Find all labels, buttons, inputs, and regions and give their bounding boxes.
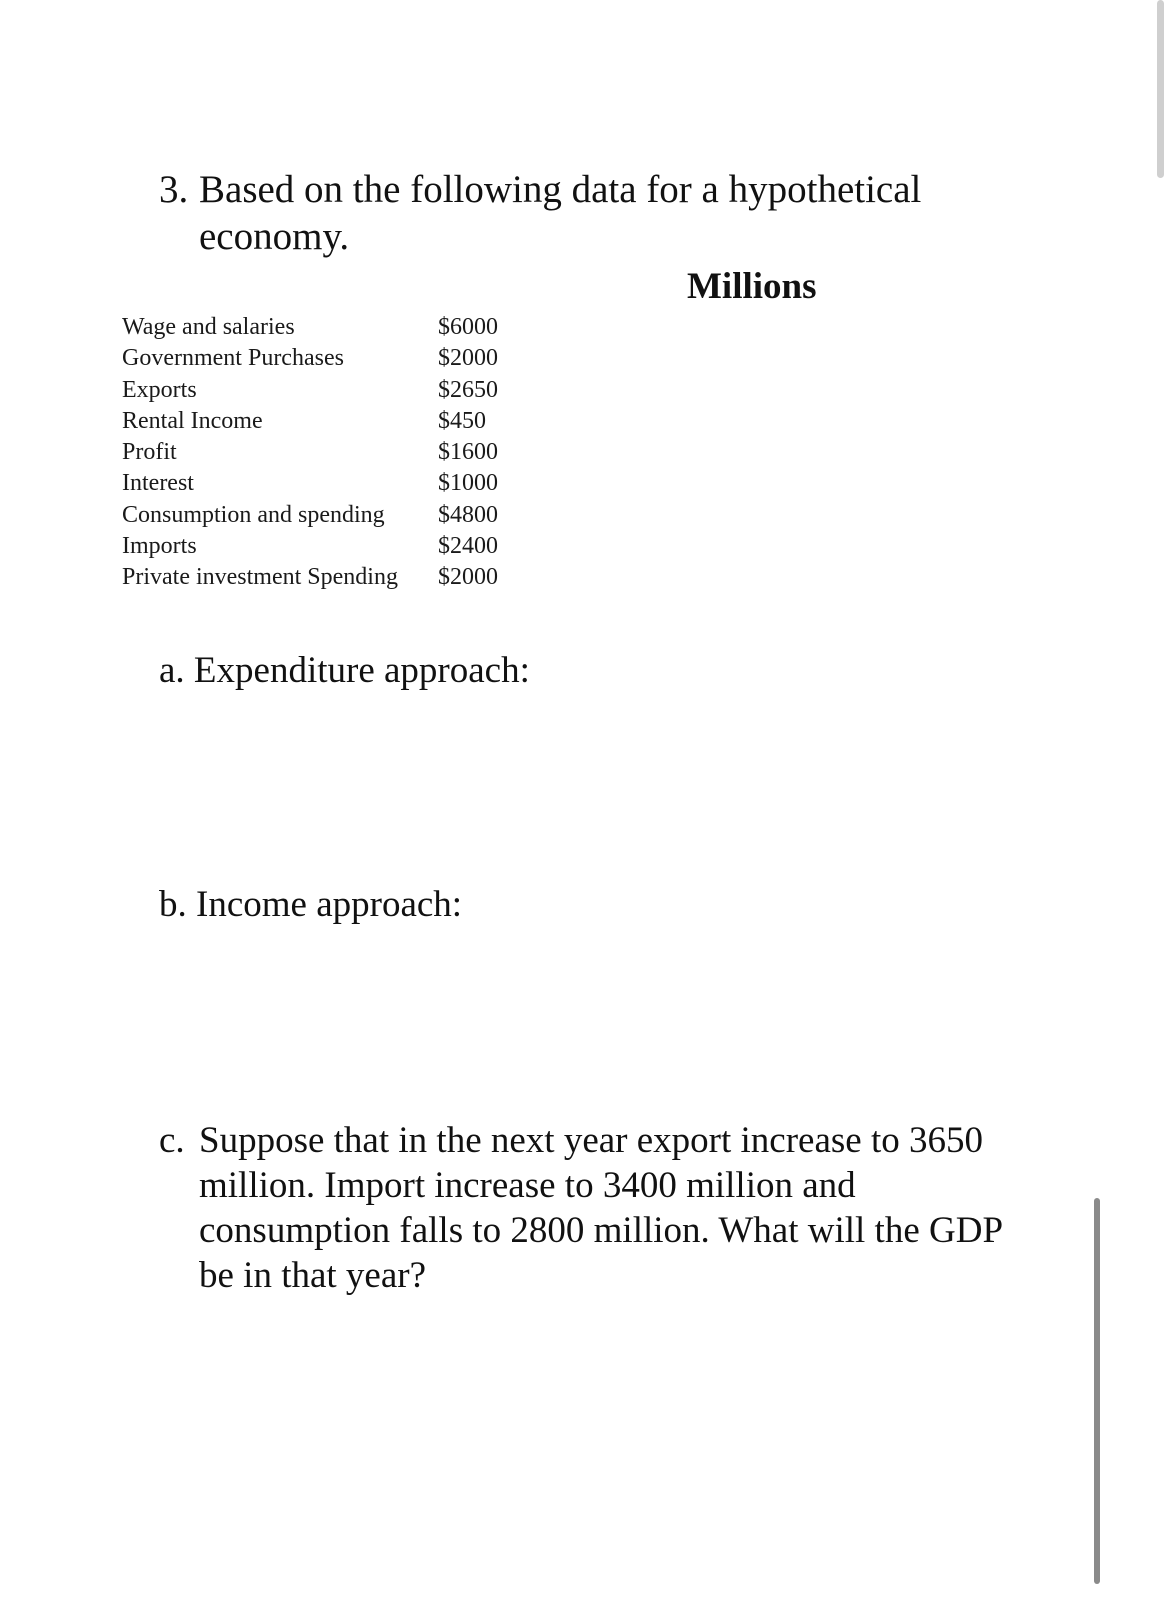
table-row — [122, 312, 512, 343]
row-value: $1000 — [438, 470, 498, 497]
row-value: $2650 — [438, 376, 498, 403]
row-value: $1600 — [438, 439, 498, 466]
row-label: Exports — [122, 376, 197, 403]
row-value: $6000 — [438, 314, 498, 340]
part-c-question — [159, 1118, 1079, 1298]
question-heading — [159, 166, 979, 260]
table-row — [122, 343, 512, 374]
row-value: $2400 — [438, 533, 498, 560]
question-line-1 — [159, 166, 979, 213]
table-row — [122, 562, 512, 593]
row-label: Interest — [122, 470, 194, 497]
part-c-line-1 — [159, 1118, 1079, 1163]
question-text-line-2: economy. — [199, 215, 350, 258]
table-row — [122, 531, 512, 562]
table-row — [122, 468, 512, 499]
part-c-text-line-4: be in that year? — [199, 1255, 427, 1296]
data-table — [122, 312, 512, 594]
row-label: Private investment Spending — [122, 564, 398, 591]
row-value: $4800 — [438, 501, 498, 528]
row-value: $2000 — [438, 564, 498, 591]
part-c-letter: c. — [159, 1120, 185, 1161]
table-row — [122, 500, 512, 531]
part-c-text-line-2: million. Import increase to 3400 million and — [199, 1165, 856, 1206]
scrollbar-bottom[interactable] — [1094, 1198, 1100, 1584]
row-label: Wage and salaries — [122, 314, 295, 340]
part-c-text-line-3: consumption falls to 2800 million. What will the GDP — [199, 1210, 1004, 1251]
part-c-text-line-1: Suppose that in the next year export increase to 3650 — [199, 1120, 983, 1161]
units-label: Millions — [687, 266, 817, 307]
part-b-income-approach: b. Income approach: — [159, 884, 463, 925]
table-row — [122, 437, 512, 468]
question-text-line-1: Based on the following data for a hypothetical — [199, 168, 922, 211]
row-value: $2000 — [438, 345, 498, 372]
scrollbar-top[interactable] — [1157, 0, 1164, 178]
row-label: Government Purchases — [122, 345, 344, 372]
table-row — [122, 375, 512, 406]
part-a-expenditure-approach: a. Expenditure approach: — [159, 650, 530, 691]
question-number: 3. — [159, 168, 189, 211]
row-label: Rental Income — [122, 407, 263, 434]
row-label: Imports — [122, 533, 197, 560]
table-row — [122, 406, 512, 437]
row-value: $450 — [438, 407, 486, 434]
row-label: Consumption and spending — [122, 501, 385, 528]
row-label: Profit — [122, 439, 177, 466]
